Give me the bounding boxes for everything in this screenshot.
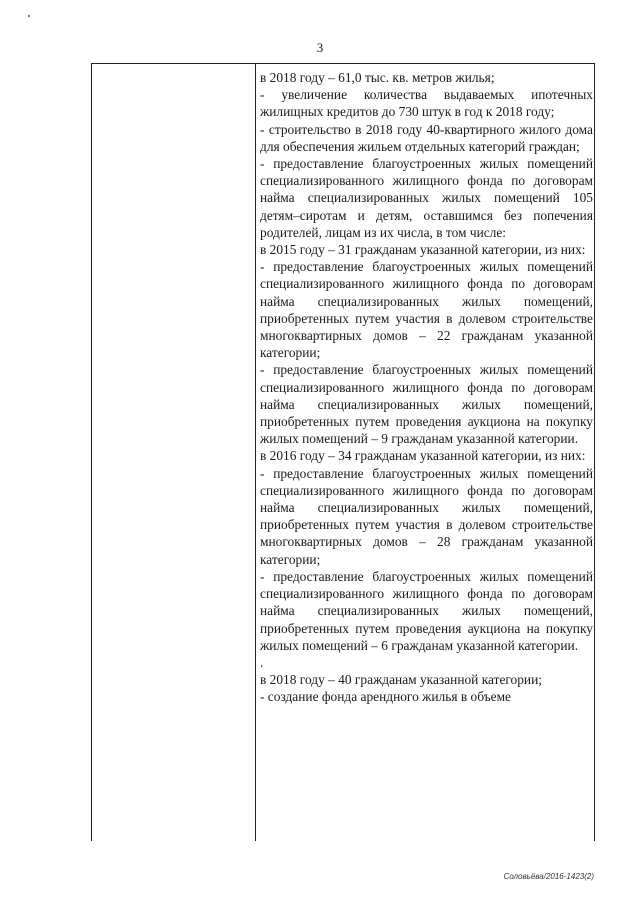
content-table [91, 63, 595, 841]
paragraph: - предоставление благоустроенных жилых помещений специализированного жилищного фонда по договорам найма специализированных жилых помещений, приобретенных путем участия в долевом строительстве многоквартирных домов – 28 гражданам указанной категории; [260, 465, 593, 567]
paragraph: в 2018 году – 61,0 тыс. кв. метров жилья; [260, 70, 495, 85]
scan-speck [28, 15, 30, 17]
paragraph: - предоставление благоустроенных жилых помещений специализированного жилищного фонда по договорам найма специализированных жилых помещений 105 детям–сиротам и детям, оставшимся без попечения родителей, лицам из их числа, в том числе: [260, 156, 593, 240]
document-footer-code: Соловьёва/2016-1423(2) [503, 872, 594, 881]
paragraph: в 2018 году – 40 гражданам указанной категории; [260, 672, 542, 688]
paragraph: - увеличение количества выдаваемых ипотечных жилищных кредитов до 730 штук в год к 2018 году; [260, 87, 593, 120]
paragraph: в 2016 году – 34 гражданам указанной категории, из них: [260, 448, 586, 464]
page-number: 3 [316, 40, 324, 55]
paragraph: - строительство в 2018 году 40-квартирного жилого дома для обеспечения жильем отдельных категорий граждан; [260, 121, 593, 154]
paragraph: - предоставление благоустроенных жилых помещений специализированного жилищного фонда по договорам найма специализированных жилых помещений, приобретенных путем проведения аукциона на покупку жилых помещений – 6 гражданам указанной категории. [260, 568, 593, 653]
paragraph: - создание фонда арендного жилья в объеме [260, 689, 511, 705]
paragraph: в 2015 году – 31 гражданам указанной категории, из них: [260, 242, 586, 258]
paragraph: - предоставление благоустроенных жилых помещений специализированного жилищного фонда по договорам найма специализированных жилых помещений, приобретенных путем участия в долевом строительстве многоквартирных домов – 22 гражданам указанной категории; [260, 259, 593, 361]
paragraph: - предоставление благоустроенных жилых помещений специализированного жилищного фонда по договорам найма специализированных жилых помещений, приобретенных путем проведения аукциона на покупку жилых помещений – 9 гражданам указанной категории. [260, 362, 593, 447]
column-divider [255, 64, 256, 841]
table-cell-right [260, 69, 593, 706]
paragraph: . [260, 654, 264, 670]
